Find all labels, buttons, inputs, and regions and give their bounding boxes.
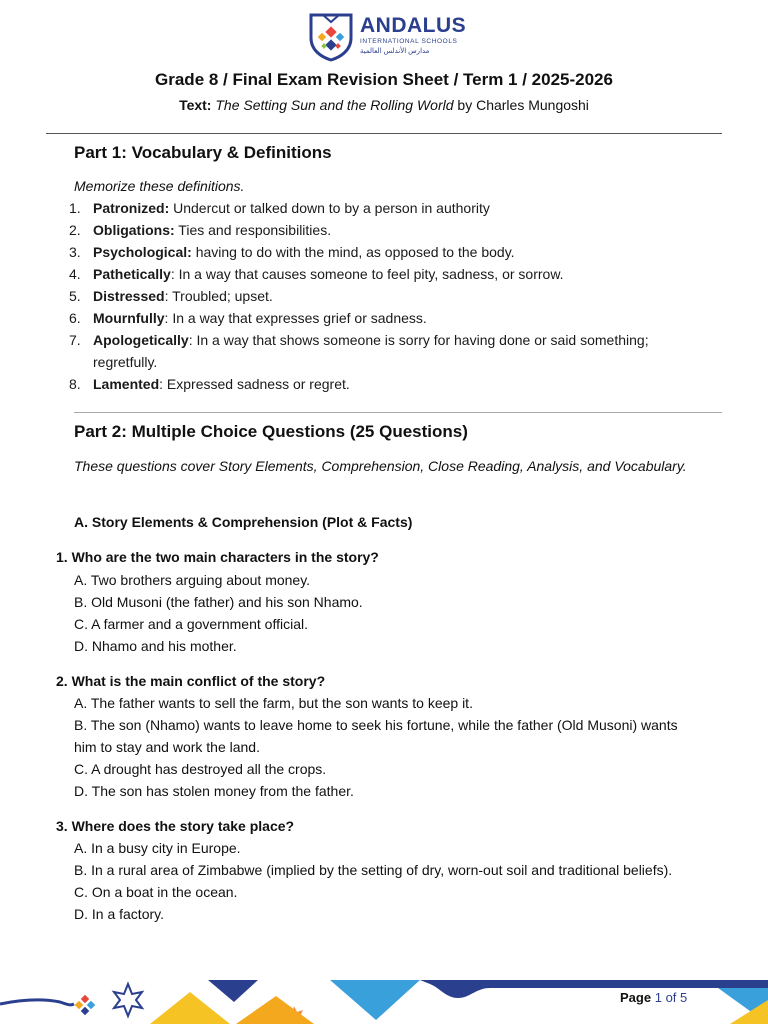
vocab-definition: : Expressed sadness or regret. [159,376,350,392]
text-reference [0,97,768,113]
logo-arabic: مدارس الأندلس العالمية [360,48,430,55]
item-number: 8. [69,376,81,392]
page-current: 1 [654,990,662,1005]
vocab-term: Distressed [93,288,165,304]
vocab-definition: Ties and responsibilities. [174,222,332,238]
vocab-term: Pathetically [93,266,171,282]
answer-option: D. In a factory. [74,906,164,922]
star-icon [114,984,142,1016]
list-item [69,285,714,307]
navy-ribbon-shape [420,980,768,998]
logo-mark-icon [75,995,95,1015]
answer-option: A. Two brothers arguing about money. [74,572,311,588]
vocab-term: Lamented [93,376,160,392]
header-divider [46,133,722,134]
answer-option: C. A farmer and a government official. [74,616,308,632]
question-1: 1. Who are the two main characters in the story? [56,549,379,565]
vocab-definition: : Troubled; upset. [164,288,273,304]
shield-icon [308,12,354,62]
text-label: Text: [179,97,212,113]
section-a-heading: A. Story Elements & Comprehension (Plot & Facts) [74,514,413,530]
part2-note: These questions cover Story Elements, Comprehension, Close Reading, Analysis, and Vocabulary. [74,458,687,474]
question-3-options [74,837,704,925]
blue-diamond-shape [330,980,420,1020]
answer-option: B. In a rural area of Zimbabwe (implied by the setting of dry, worn-out soil and traditional beliefs). [74,862,673,878]
part2-heading: Part 2: Multiple Choice Questions (25 Questions) [74,422,468,441]
vocab-definition: : In a way that shows someone is sorry for having done or said something; regretfully. [93,332,649,370]
page-indicator [620,990,687,1005]
wave-icon [0,1000,74,1005]
list-item [69,241,714,263]
answer-option: A. In a busy city in Europe. [74,840,241,856]
list-item [69,373,714,395]
page-title: Grade 8 / Final Exam Revision Sheet / Term 1 / 2025-2026 [155,70,613,89]
answer-option: A. The father wants to sell the farm, but the son wants to keep it. [74,695,473,711]
vocab-term: Apologetically [93,332,189,348]
vocab-definition: : In a way that expresses grief or sadness. [164,310,427,326]
question-2-options [74,692,704,802]
answer-option: D. Nhamo and his mother. [74,638,237,654]
logo-subtitle: INTERNATIONAL SCHOOLS [360,38,458,45]
orange-triangle-shape [236,996,314,1024]
item-number: 5. [69,288,81,304]
list-item [69,263,714,285]
item-number: 3. [69,244,81,260]
list-item [69,307,714,329]
text-title: The Setting Sun and the Rolling World [215,97,454,113]
school-logo [308,12,467,62]
answer-option: B. Old Musoni (the father) and his son Nhamo. [74,594,363,610]
answer-option: B. The son (Nhamo) wants to leave home to seek his fortune, while the father (Old Musoni) wants him to stay and work the land. [74,717,678,755]
text-author: by Charles Mungoshi [453,97,589,113]
navy-chevron-shape [208,980,258,1002]
answer-option: C. On a boat in the ocean. [74,884,238,900]
part1-heading: Part 1: Vocabulary & Definitions [74,143,332,162]
item-number: 2. [69,222,81,238]
question-1-options [74,569,704,657]
vocab-term: Obligations: [93,222,175,238]
page-of: of [665,990,677,1005]
vocab-definition: having to do with the mind, as opposed to the body. [191,244,515,260]
page-label: Page [620,990,652,1005]
list-item [69,219,714,241]
yellow-triangle-shape [150,992,230,1024]
answer-option: C. A drought has destroyed all the crops. [74,761,327,777]
question-3: 3. Where does the story take place? [56,818,295,834]
question-2: 2. What is the main conflict of the story? [56,673,326,689]
answer-option: D. The son has stolen money from the father. [74,783,354,799]
vocabulary-list [69,197,714,395]
vocab-term: Mournfully [93,310,165,326]
list-item [69,329,714,373]
vocab-term: Psychological: [93,244,192,260]
item-number: 4. [69,266,81,282]
vocab-term: Patronized: [93,200,170,216]
logo-name: ANDALUS [360,14,467,37]
part1-note: Memorize these definitions. [74,178,245,194]
item-number: 6. [69,310,81,326]
section-divider [74,412,722,413]
item-number: 1. [69,200,81,216]
list-item [69,197,714,219]
page-total: 5 [680,990,688,1005]
vocab-definition: : In a way that causes someone to feel pity, sadness, or sorrow. [170,266,564,282]
item-number: 7. [69,332,81,348]
vocab-definition: Undercut or talked down to by a person in authority [169,200,490,216]
